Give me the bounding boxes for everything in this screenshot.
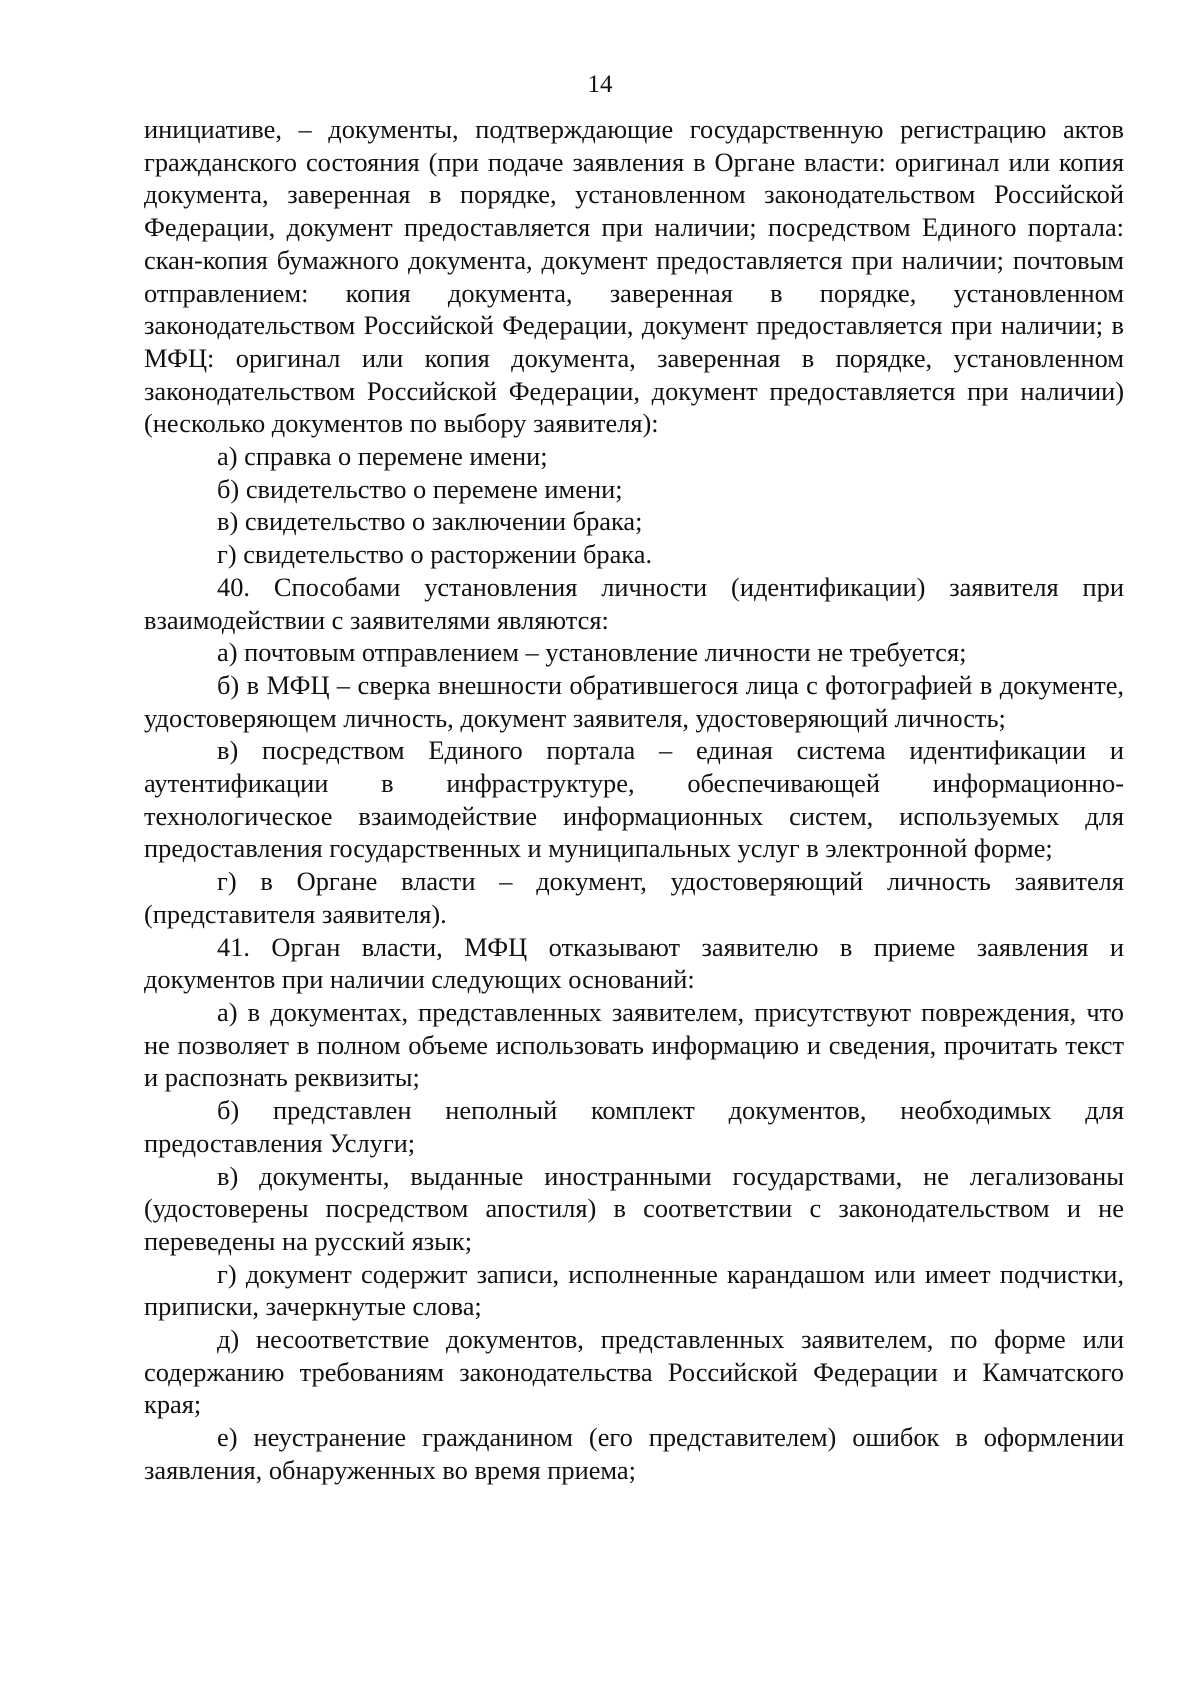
list-item: а) справка о перемене имени; [217, 441, 548, 472]
list-item: в) посредством Единого портала – единая система идентификации и аутентификации в инфраструктуре, обеспечивающей информационно-технологическое взаимодействие информационных систем, используемых для предоставления государственных и муниципальных услуг в электронной форме; [144, 735, 1124, 864]
list-item: а) в документах, представленных заявителем, присутствуют повреждения, что не позволяет в полном объеме использовать информацию и сведения, прочитать текст и распознать реквизиты; [144, 996, 1124, 1093]
list-item: д) несоответствие документов, представленных заявителем, по форме или содержанию требованиям законодательства Российской Федерации и Камчатского края; [144, 1324, 1124, 1420]
list-item: б) свидетельство о перемене имени; [217, 473, 623, 504]
list-item: б) в МФЦ – сверка внешности обратившегося лица с фотографией в документе, удостоверяющем личность, документ заявителя, удостоверяющий личность; [144, 669, 1124, 733]
paragraph-clause-41: 41. Орган власти, МФЦ отказывают заявителю в приеме заявления и документов при наличии следующих оснований: [144, 931, 1124, 995]
paragraph-clause-40: 40. Способами установления личности (идентификации) заявителя при взаимодействии с заявителями являются: [144, 571, 1124, 635]
list-item: г) документ содержит записи, исполненные карандашом или имеет подчистки, приписки, зачеркнутые слова; [144, 1258, 1124, 1322]
body-text [144, 113, 1124, 1487]
list-item: а) почтовым отправлением – установление личности не требуется; [217, 637, 967, 668]
list-item: г) в Органе власти – документ, удостоверяющий личность заявителя (представителя заявителя). [144, 866, 1124, 929]
list-item: г) свидетельство о расторжении брака. [217, 539, 653, 570]
list-item: б) представлен неполный комплект документов, необходимых для предоставления Услуги; [144, 1095, 1124, 1158]
page-number: 14 [587, 71, 613, 98]
list-item: е) неустранение гражданином (его представителем) ошибок в оформлении заявления, обнаруженных во время приема; [144, 1422, 1124, 1485]
list-item: в) свидетельство о заключении брака; [217, 506, 643, 537]
paragraph: инициативе, – документы, подтверждающие государственную регистрацию актов гражданского состояния (при подаче заявления в Органе власти: оригинал или копия документа, заверенная в порядке, установленном законодательством Российской Федерации, документ предоставляется при наличии; посредством Единого портала: скан-копия бумажного документа, документ предоставляется при наличии; почтовым отправлением: копия документа, заверенная в порядке, установленном законодательством Российской Федерации, документ предоставляется при наличии; в МФЦ: оригинал или копия документа, заверенная в порядке, установленном законодательством Российской Федерации, документ предоставляется при наличии) (несколько документов по выбору заявителя): [144, 114, 1124, 439]
list-item: в) документы, выданные иностранными государствами, не легализованы (удостоверены посредством апостиля) в соответствии с законодательством и не переведены на русский язык; [144, 1160, 1124, 1256]
